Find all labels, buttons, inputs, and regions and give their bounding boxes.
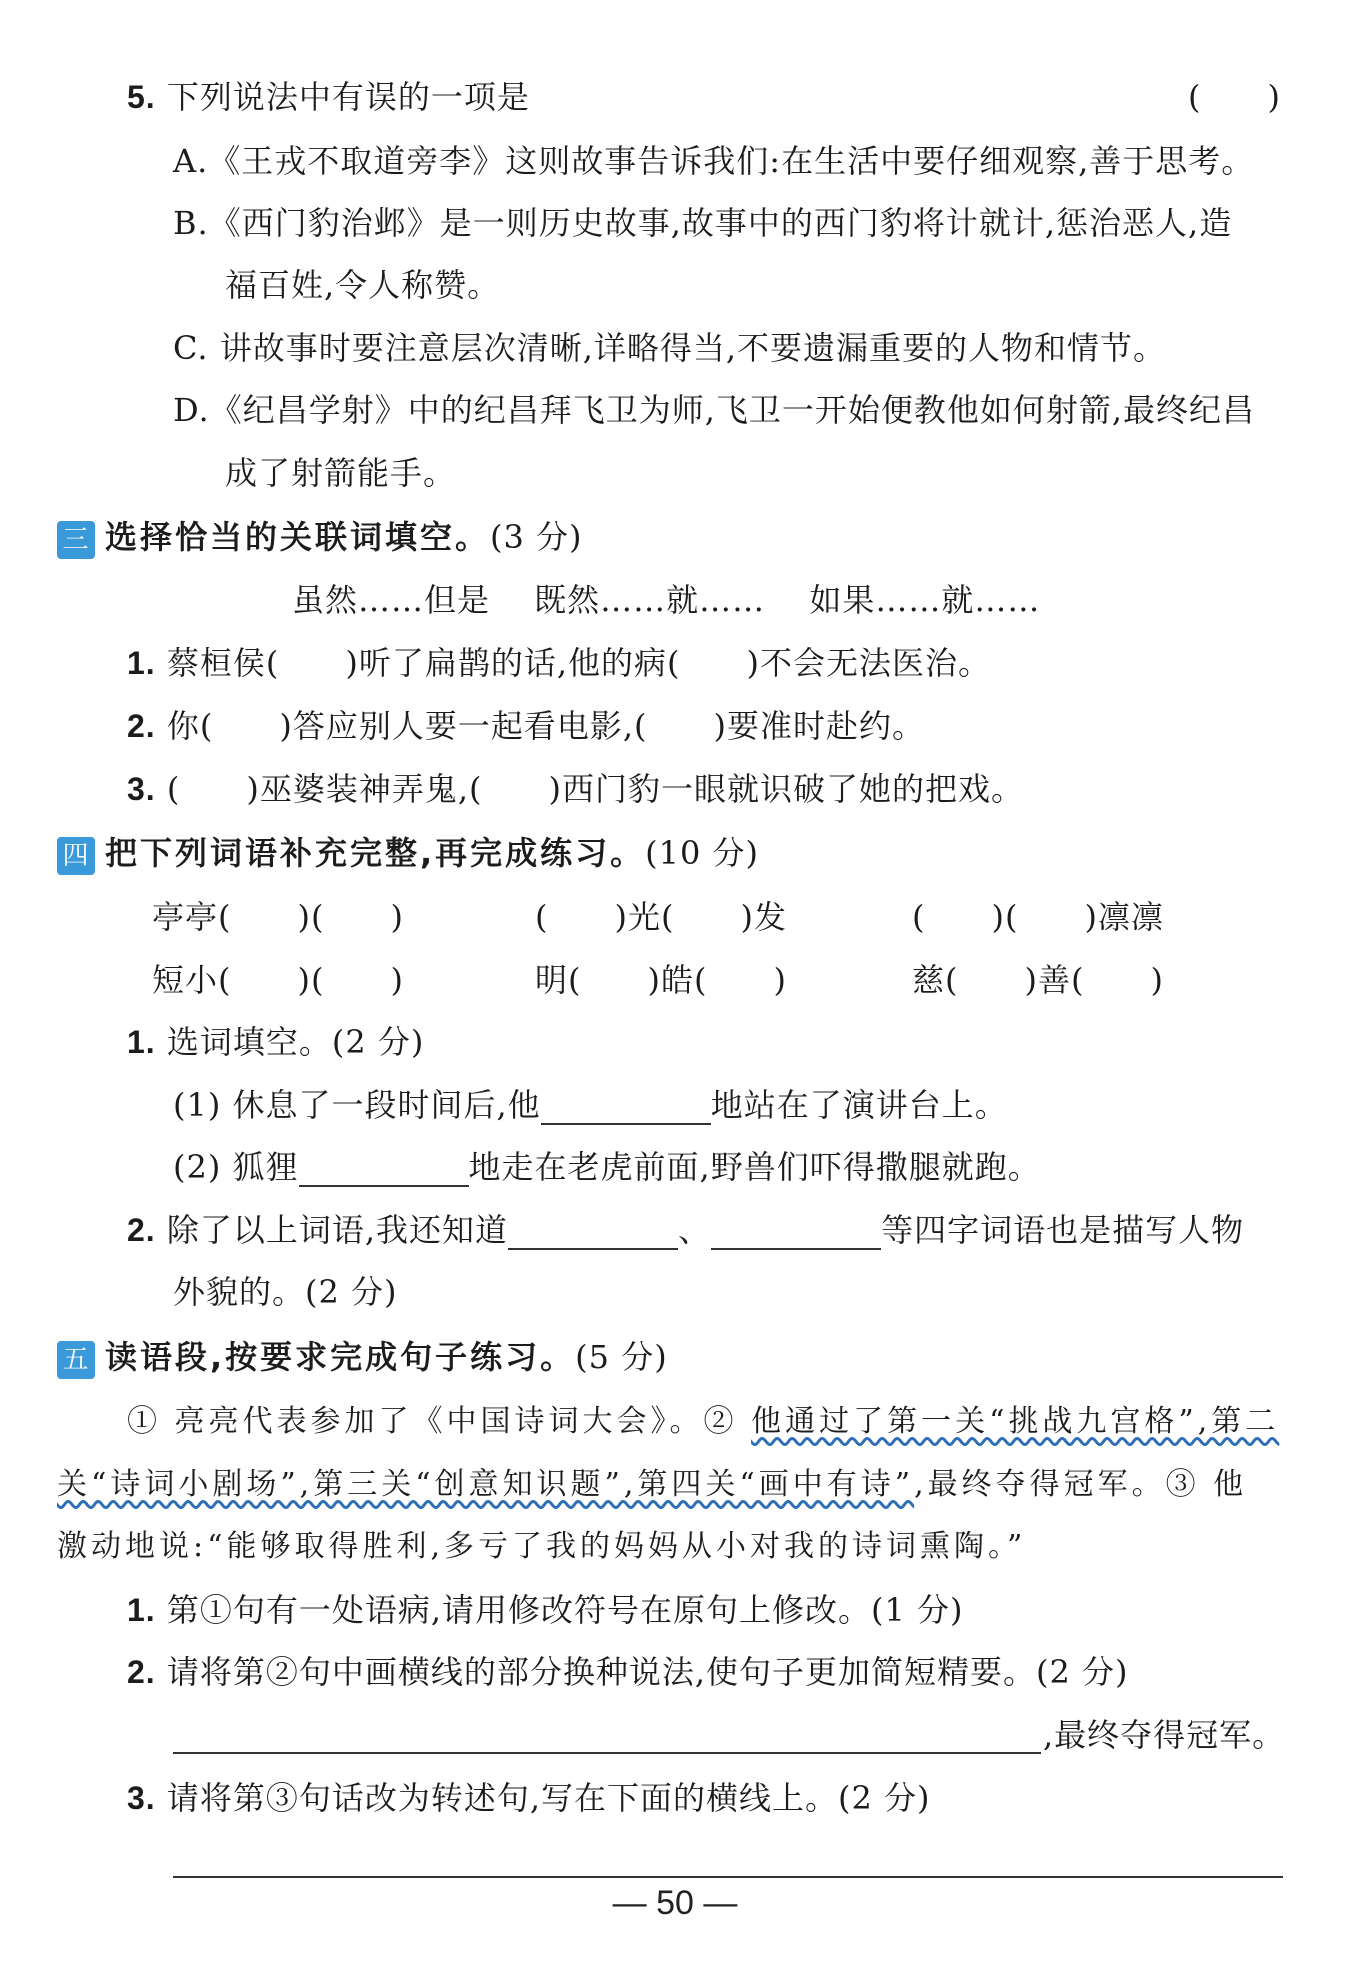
section-4-q1 [127,1022,424,1062]
item-number: 1. [127,1024,156,1060]
section-3-title: 选择恰当的关联词填空。 [105,518,491,556]
fill-blank[interactable] [299,1155,469,1187]
q5-text: 下列说法中有误的一项是 [166,78,530,116]
section-3-item-1[interactable] [127,643,991,683]
q5-number: 5. [127,79,156,115]
section-4-q1-1 [173,1085,1008,1125]
section-4-title: 把下列词语补充完整,再完成练习。 [105,834,646,872]
fill-blank[interactable] [541,1093,711,1125]
passage-line-3: 激动地说:“能够取得胜利,多亏了我的妈妈从小对我的诗词熏陶。” [57,1529,1027,1564]
item-text: 等四字词语也是描写人物 [881,1211,1245,1249]
separator: 、 [678,1211,712,1249]
passage-text: ,最终夺得冠军。③ 他 [914,1467,1248,1502]
section-5-badge: 五 [57,1341,95,1379]
idiom-5[interactable]: 明( )皓( ) [535,961,787,999]
section-3-word-bank: 虽然……但是 既然……就…… 如果……就…… [292,581,1041,619]
item-text: 请将第③句话改为转述句,写在下面的横线上。(2 分) [166,1779,931,1817]
q5-option-d: D.《纪昌学射》中的纪昌拜飞卫为师,飞卫一开始便教他如何射箭,最终纪昌 [173,391,1256,429]
underlined-passage: 他通过了第一关“挑战九宫格”,第二 [751,1404,1280,1439]
q5-option-a: A.《王戎不取道旁李》这则故事告诉我们:在生活中要仔细观察,善于思考。 [173,142,1255,180]
section-4-q2 [127,1210,1244,1250]
section-3-score: (3 分) [490,518,583,556]
q5-stem [127,77,530,117]
item-number: 2. [127,708,156,744]
section-5-header [57,1337,668,1379]
item-text: 请将第②句中画横线的部分换种说法,使句子更加简短精要。(2 分) [166,1653,1129,1691]
q5-option-b: B.《西门豹治邺》是一则历史故事,故事中的西门豹将计就计,惩治恶人,造 [173,204,1233,242]
page-number: — 50 — [612,1884,738,1922]
idiom-6[interactable]: 慈( )善( ) [912,961,1164,999]
section-4-badge: 四 [57,837,95,875]
item-text: (1) 休息了一段时间后,他 [173,1086,541,1124]
q5-option-b-cont: 福百姓,令人称赞。 [225,266,501,304]
section-5-item-2 [127,1652,1129,1692]
item-text: 地走在老虎前面,野兽们吓得撒腿就跑。 [468,1148,1041,1186]
passage-text: ① 亮亮代表参加了《中国诗词大会》。② [127,1404,752,1439]
section-3-badge: 三 [57,521,95,559]
q5-answer-paren[interactable]: ( ) [1188,78,1281,116]
q5-option-c: C. 讲故事时要注意层次清晰,详略得当,不要遗漏重要的人物和情节。 [173,329,1167,367]
item-number: 1. [127,1592,156,1628]
fill-blank[interactable] [711,1218,881,1250]
item-number: 3. [127,1780,156,1816]
section-3-item-3[interactable] [127,769,1024,809]
item-number: 1. [127,645,156,681]
section-5-item-1 [127,1590,964,1630]
item-text: 选词填空。(2 分) [166,1023,425,1061]
passage-line-2 [57,1465,1247,1505]
item-number: 3. [127,771,156,807]
section-4-q1-2 [173,1147,1041,1187]
answer-line-item-3[interactable] [173,1876,1283,1878]
item-text: ( )巫婆装神弄鬼,( )西门豹一眼就识破了她的把戏。 [166,770,1024,808]
idiom-3[interactable]: ( )( )凛凛 [912,898,1164,936]
fill-blank[interactable] [508,1218,678,1250]
underlined-passage: 关“诗词小剧场”,第三关“创意知识题”,第四关“画中有诗” [57,1467,915,1502]
section-5-score: (5 分) [575,1338,668,1376]
item-text: 第①句有一处语病,请用修改符号在原句上修改。(1 分) [166,1591,964,1629]
idiom-2[interactable]: ( )光( )发 [535,898,787,936]
passage-line-1 [127,1402,1279,1442]
section-3-item-2[interactable] [127,706,925,746]
item-text: 地站在了演讲台上。 [710,1086,1008,1124]
section-4-q2-cont: 外貌的。(2 分) [173,1273,398,1311]
idiom-4[interactable]: 短小( )( ) [152,961,404,999]
item-number: 2. [127,1212,156,1248]
item-text: (2) 狐狸 [173,1148,299,1186]
answer-line-item-2[interactable] [173,1752,1041,1754]
section-4-header [57,833,759,875]
item-text: 除了以上词语,我还知道 [166,1211,509,1249]
section-5-item-3 [127,1778,931,1818]
q5-option-d-cont: 成了射箭能手。 [225,454,457,492]
section-4-score: (10 分) [645,834,760,872]
section-3-header [57,517,583,559]
item-text: 蔡桓侯( )听了扁鹊的话,他的病( )不会无法医治。 [166,644,991,682]
idiom-1[interactable]: 亭亭( )( ) [152,898,404,936]
item-text: 你( )答应别人要一起看电影,( )要准时赴约。 [166,707,925,745]
answer-2-suffix: ,最终夺得冠军。 [1043,1716,1286,1754]
section-5-title: 读语段,按要求完成句子练习。 [105,1338,576,1376]
item-number: 2. [127,1654,156,1690]
